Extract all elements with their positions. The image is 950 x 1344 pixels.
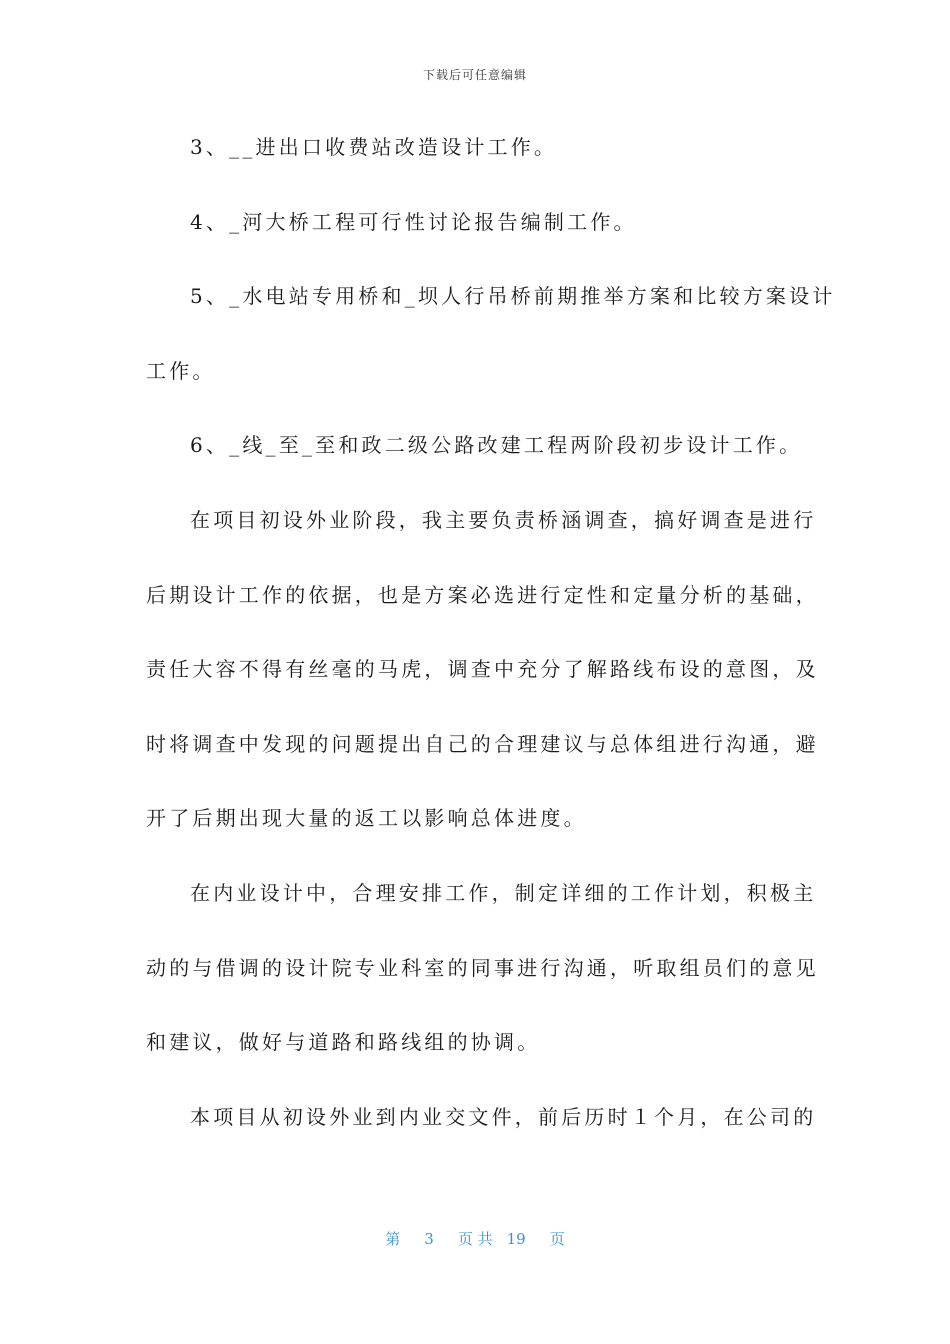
paragraph-survey-line-4: 时将调查中发现的问题提出自己的合理建议与总体组进行沟通，避 [146,731,819,756]
list-item-4: 4、_河大桥工程可行性讨论报告编制工作。 [190,209,637,234]
paragraph-design-line-3: 和建议，做好与道路和路线组的协调。 [146,1030,541,1055]
footer-total-suffix: 页 [549,1230,565,1248]
list-item-5: 5、_水电站专用桥和_坝人行吊桥前期推举方案和比较方案设计 [190,284,836,309]
paragraph-survey-line-1: 在项目初设外业阶段，我主要负责桥涵调查，搞好调查是进行 [190,507,817,532]
paragraph-design-line-1: 在内业设计中，合理安排工作，制定详细的工作计划，积极主 [190,880,817,905]
paragraph-survey-line-5: 开了后期出现大量的返工以影响总体进度。 [146,806,587,831]
list-item-5-continued: 工作。 [146,358,216,383]
paragraph-project-line-1: 本项目从初设外业到内业交文件，前后历时１个月，在公司的 [190,1104,817,1129]
document-body [146,128,836,1172]
page-footer [0,1228,950,1249]
paragraph-survey-line-2: 后期设计工作的依据，也是方案必选进行定性和定量分析的基础， [146,582,819,607]
footer-total-pages: 19 [506,1230,526,1248]
footer-total-prefix: 页 共 [457,1230,493,1248]
footer-page-label: 第 [385,1230,401,1248]
page-header: 下载后可任意编辑 [422,68,527,82]
paragraph-design-line-2: 动的与借调的设计院专业科室的同事进行沟通，听取组员们的意见 [146,955,819,980]
list-item-6: 6、_线_至_至和政二级公路改建工程两阶段初步设计工作。 [190,433,803,458]
footer-current-page: 3 [424,1230,434,1248]
paragraph-survey-line-3: 责任大容不得有丝毫的马虎，调查中充分了解路线布设的意图，及 [146,657,819,682]
list-item-3: 3、__进出口收费站改造设计工作。 [190,135,558,159]
